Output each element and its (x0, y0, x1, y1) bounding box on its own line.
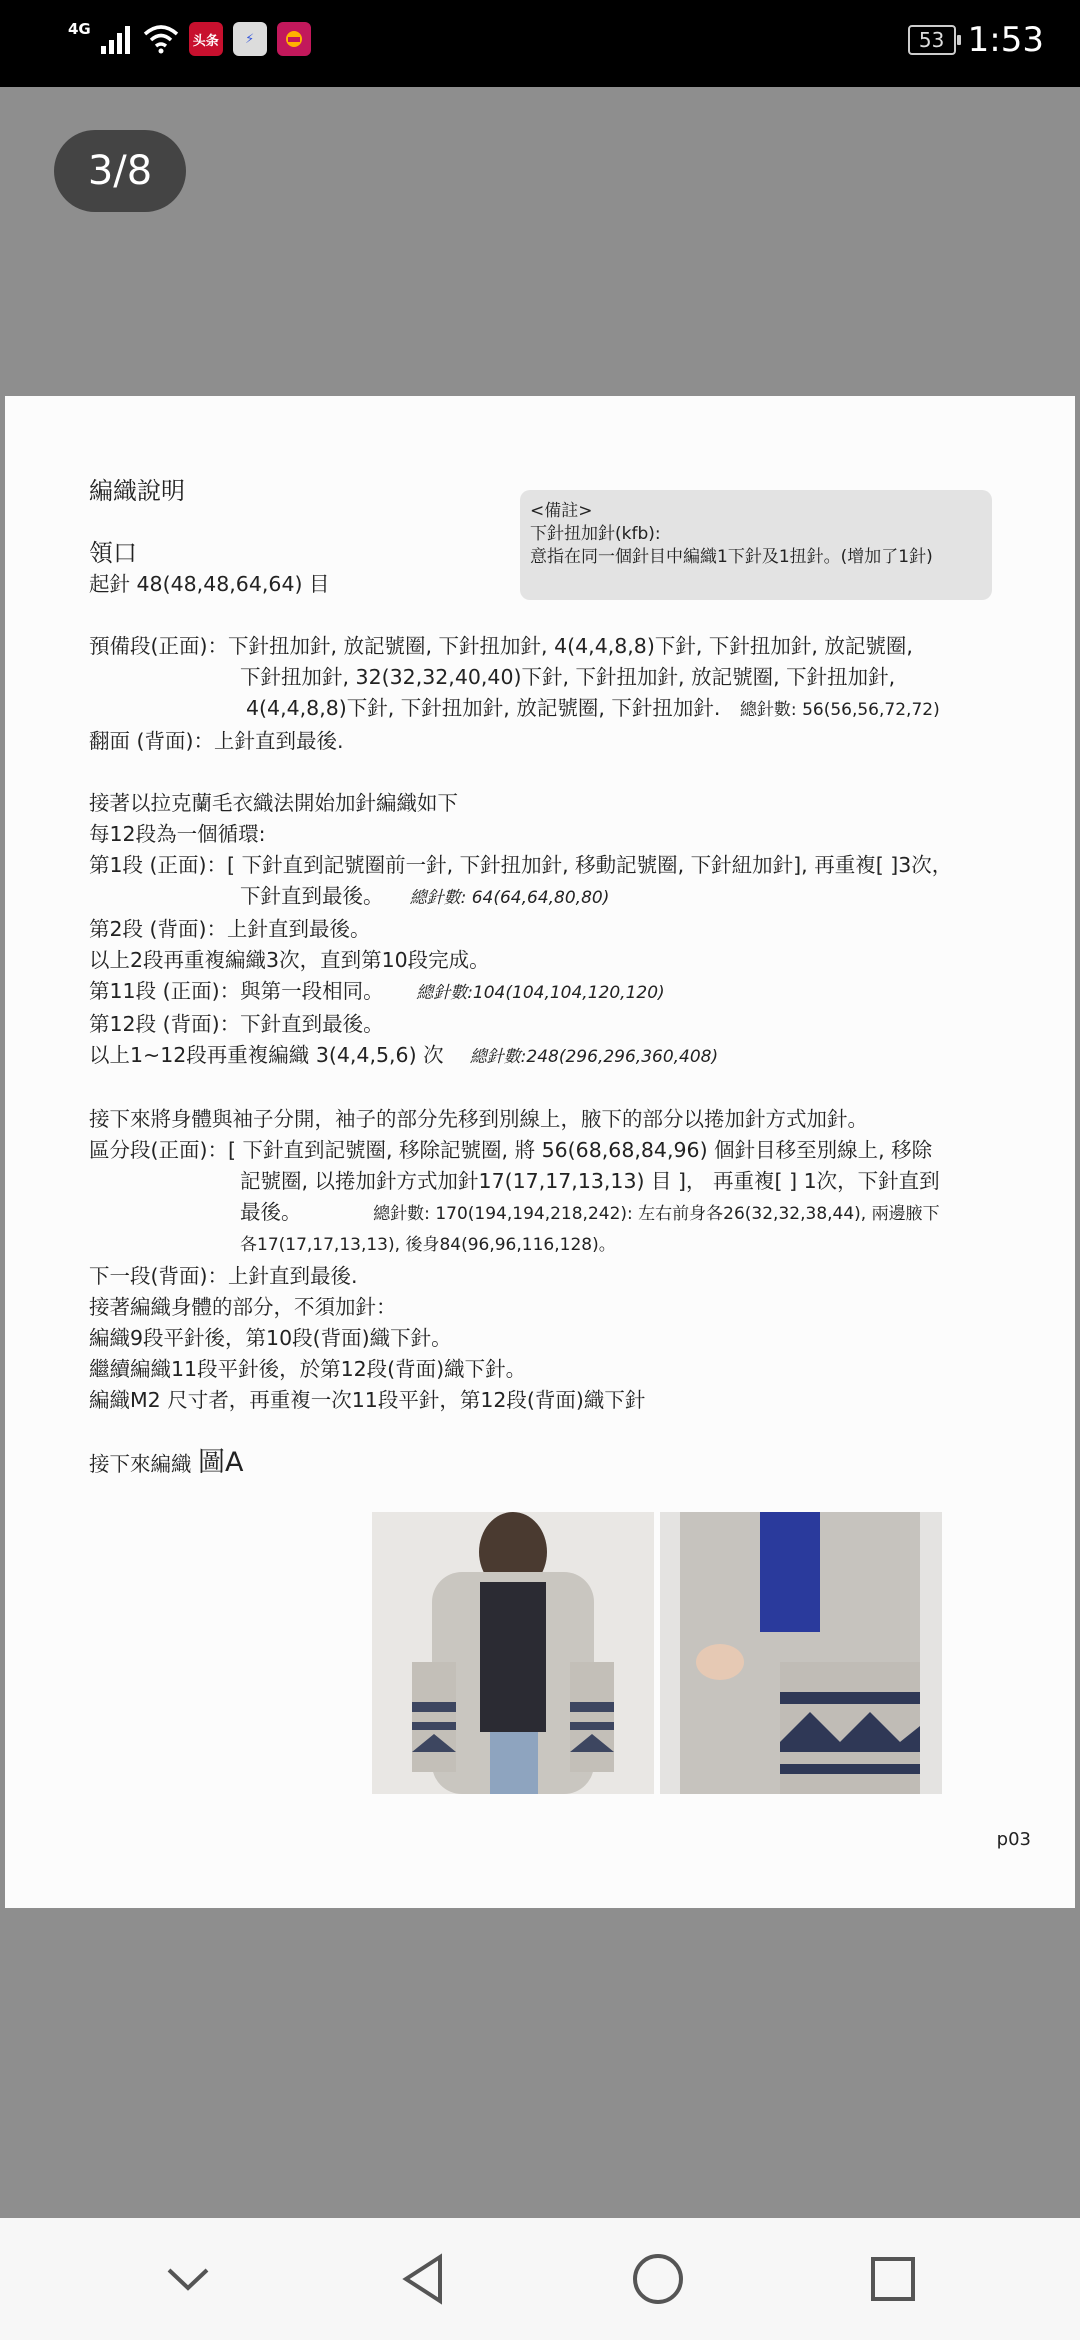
status-bar (0, 0, 1080, 87)
toutiao-icon: 头条 (189, 22, 223, 56)
battery-level: 53 (918, 28, 945, 52)
home-circle-icon[interactable] (618, 2239, 698, 2319)
back-triangle-icon[interactable] (383, 2239, 463, 2319)
row11-total: 總針數:104(104,104,120,120) (416, 983, 665, 1003)
row12: 第12段 (背面)：下針直到最後。 (89, 1012, 384, 1036)
next-chart (89, 1447, 1009, 1480)
row1-total: 總針數: 64(64,64,80,80) (409, 888, 610, 908)
instructions-text (89, 476, 1009, 1480)
separate-intro: 接下來將身體與袖子分開，袖子的部分先移到別線上，腋下的部分以捲加針方式加針。 (89, 1107, 868, 1131)
row11 (89, 976, 1009, 1009)
page-number: p03 (996, 1829, 1031, 1850)
document-page[interactable] (5, 396, 1075, 1908)
cycle-note: 每12段為一個循環: (89, 822, 266, 846)
body-intro: 接著編織身體的部分，不須加針： (89, 1295, 397, 1319)
remark-line: 意指在同一個針目中編織1下針及1扭針。(增加了1針) (530, 547, 933, 567)
cast-on: 起針 48(48,48,64,64) 目 (89, 572, 330, 596)
repeat-12-total: 總針數:248(296,296,360,408) (469, 1047, 719, 1067)
row11-text: 第11段 (正面)：與第一段相同。 (89, 979, 384, 1003)
turn-row: 翻面 (背面)：上針直到最後. (89, 729, 344, 753)
divide-row-text: 最後。 (240, 1200, 302, 1224)
prep-row-line: 下針扭加針, 32(32,32,40,40)下針, 下針扭加針, 放記號圈, 下針扭加針, (240, 665, 896, 689)
row1-text: 下針直到最後。 (240, 884, 384, 908)
body-step: 繼續編織11段平針後，於第12段(背面)織下針。 (89, 1357, 527, 1381)
divide-row-line (89, 1197, 1009, 1230)
prep-row-line (89, 693, 1009, 726)
clock: 1:53 (967, 20, 1044, 60)
chevron-down-icon[interactable] (148, 2239, 228, 2319)
row1-line (89, 881, 1009, 914)
cardigan-photo-detail (660, 1512, 942, 1794)
repeat-2: 以上2段再重複編織3次，直到第10段完成。 (89, 948, 490, 972)
repeat-12 (89, 1040, 1009, 1073)
cardigan-photo-front (372, 1512, 654, 1794)
body-step: 編織9段平針後，第10段(背面)織下針。 (89, 1326, 452, 1350)
navigation-bar (0, 2218, 1080, 2340)
row1-line: 第1段 (正面)：[ 下針直到記號圈前一針, 下針扭加針, 移動記號圈, 下針紐加針], 再重複[ ]3次， (89, 853, 953, 877)
flash-icon: ⚡ (233, 22, 267, 56)
divide-row-total: 總針數: 170(194,194,218,242): 左右前身各26(32,32,38,44), 兩邊腋下 (373, 1204, 940, 1224)
neck-heading: 領口 (89, 539, 137, 567)
next-row: 下一段(背面)：上針直到最後. (89, 1264, 358, 1288)
signal-icon (101, 24, 133, 54)
prep-row-total: 總針數: 56(56,56,72,72) (739, 700, 940, 720)
wifi-icon (143, 24, 179, 54)
chart-ref: 圖A (198, 1447, 244, 1478)
divide-row-line: 記號圈, 以捲加針方式加針17(17,17,13,13) 目 ]， 再重複[ ] 1次，下針直到 (240, 1169, 940, 1193)
raglan-intro: 接著以拉克蘭毛衣織法開始加針編織如下 (89, 791, 458, 815)
remark-heading: <備註> (530, 501, 593, 521)
prep-row-line: 預備段(正面)：下針扭加針, 放記號圈, 下針扭加針, 4(4,4,8,8)下針, 下針扭加針, 放記號圈, (89, 634, 913, 658)
remark-line: 下針扭加針(kfb): (530, 524, 661, 544)
network-type: 4G (68, 20, 91, 38)
prep-row-text: 4(4,4,8,8)下針, 下針扭加針, 放記號圈, 下針扭加針. (246, 696, 721, 720)
body-step: 編織M2 尺寸者，再重複一次11段平針，第12段(背面)織下針 (89, 1388, 646, 1412)
divide-row-line: 區分段(正面)：[ 下針直到記號圈, 移除記號圈, 將 56(68,68,84,96) 個針目移至別線上, 移除 (89, 1138, 933, 1162)
repeat-12-text: 以上1~12段再重複編織 3(4,4,5,6) 次 (89, 1043, 444, 1067)
doc-title: 編織說明 (89, 477, 185, 505)
page-counter: 3/8 (54, 130, 186, 212)
recents-square-icon[interactable] (853, 2239, 933, 2319)
divide-row-line: 各17(17,17,13,13), 後身84(96,96,116,128)。 (240, 1235, 616, 1255)
battery-icon (908, 25, 956, 55)
row2: 第2段 (背面)：上針直到最後。 (89, 917, 371, 941)
next-chart-text: 接下來編織 (89, 1452, 192, 1476)
shop-icon (277, 22, 311, 56)
